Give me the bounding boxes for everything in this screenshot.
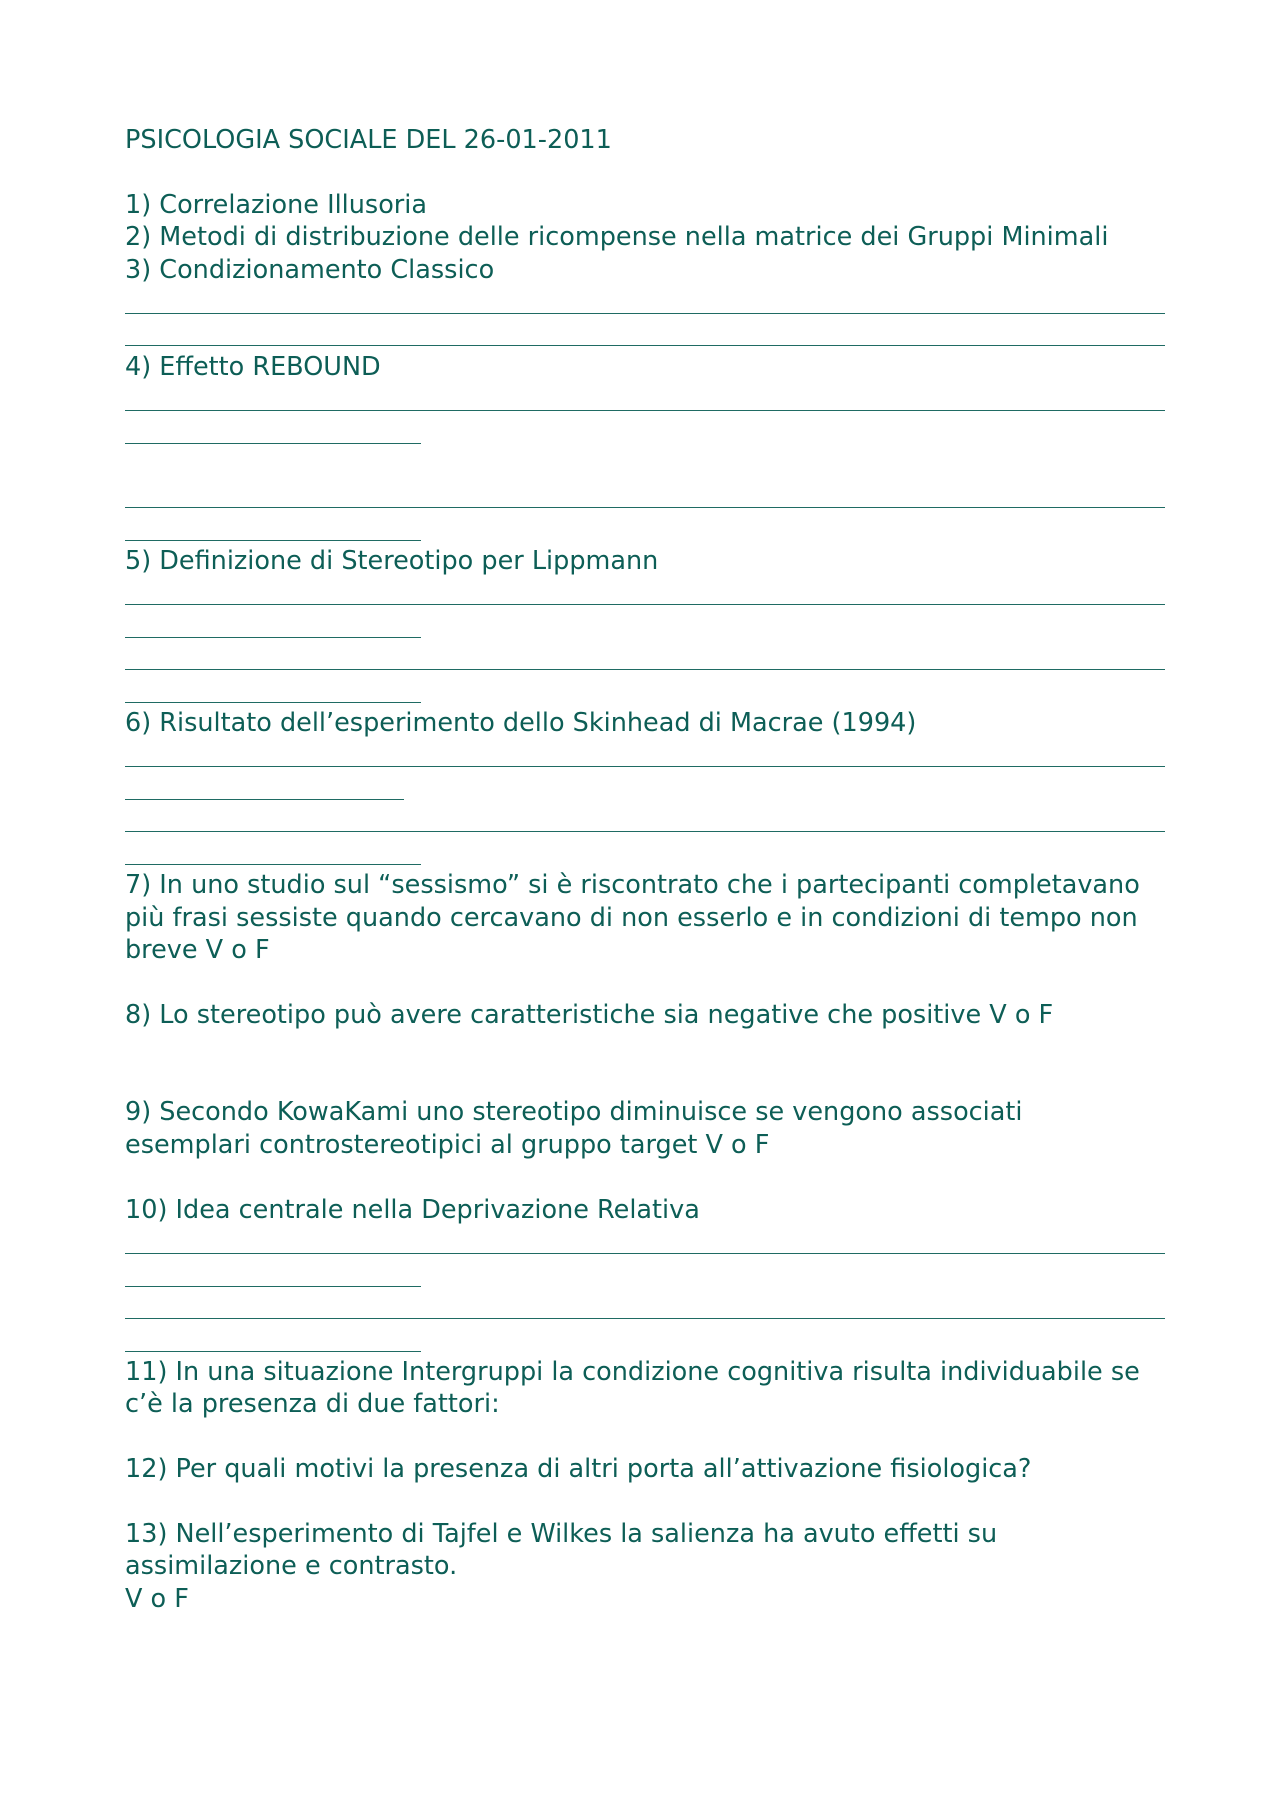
question-9-line-1: 9) Secondo KowaKami uno stereotipo diminuisce se vengono associati <box>125 1097 1023 1127</box>
answer-line-short <box>125 540 421 541</box>
answer-line <box>125 604 1165 605</box>
answer-line-short <box>125 702 421 703</box>
question-10: 10) Idea centrale nella Deprivazione Relativa <box>125 1195 700 1225</box>
answer-line <box>125 313 1165 314</box>
question-1: 1) Correlazione Illusoria <box>125 190 428 220</box>
answer-line <box>125 345 1165 346</box>
question-13-line-1: 13) Nell’esperimento di Tajfel e Wilkes la salienza ha avuto effetti su <box>125 1519 998 1549</box>
page-title: PSICOLOGIA SOCIALE DEL 26-01-2011 <box>125 125 612 155</box>
answer-line-short <box>125 1286 421 1287</box>
answer-line-short <box>125 637 421 638</box>
answer-line-short <box>125 864 421 865</box>
answer-line <box>125 1253 1165 1254</box>
answer-line <box>125 410 1165 411</box>
question-13-line-2: assimilazione e contrasto. <box>125 1551 458 1581</box>
answer-line <box>125 669 1165 670</box>
answer-line <box>125 831 1165 832</box>
question-7-line-3: breve V o F <box>125 935 270 965</box>
question-9-line-2: esemplari controstereotipici al gruppo target V o F <box>125 1130 770 1160</box>
answer-line-short <box>125 799 404 800</box>
question-3: 3) Condizionamento Classico <box>125 255 495 285</box>
question-7-line-1: 7) In uno studio sul “sessismo” si è riscontrato che i partecipanti completavano <box>125 870 1140 900</box>
answer-line-short <box>125 1351 421 1352</box>
answer-line <box>125 1318 1165 1319</box>
question-5: 5) Definizione di Stereotipo per Lippmann <box>125 546 659 576</box>
question-8: 8) Lo stereotipo può avere caratteristiche sia negative che positive V o F <box>125 1000 1054 1030</box>
answer-line <box>125 766 1165 767</box>
question-11-line-2: c’è la presenza di due fattori: <box>125 1389 500 1419</box>
question-13-line-3: V o F <box>125 1584 189 1614</box>
question-12: 12) Per quali motivi la presenza di altri porta all’attivazione fisiologica? <box>125 1454 1032 1484</box>
question-6: 6) Risultato dell’esperimento dello Skinhead di Macrae (1994) <box>125 708 917 738</box>
answer-line <box>125 507 1165 508</box>
question-4: 4) Effetto REBOUND <box>125 352 381 382</box>
question-7-line-2: più frasi sessiste quando cercavano di non esserlo e in condizioni di tempo non <box>125 903 1138 933</box>
question-11-line-1: 11) In una situazione Intergruppi la condizione cognitiva risulta individuabile se <box>125 1357 1140 1387</box>
question-2: 2) Metodi di distribuzione delle ricompense nella matrice dei Gruppi Minimali <box>125 222 1109 252</box>
answer-line-short <box>125 443 421 444</box>
